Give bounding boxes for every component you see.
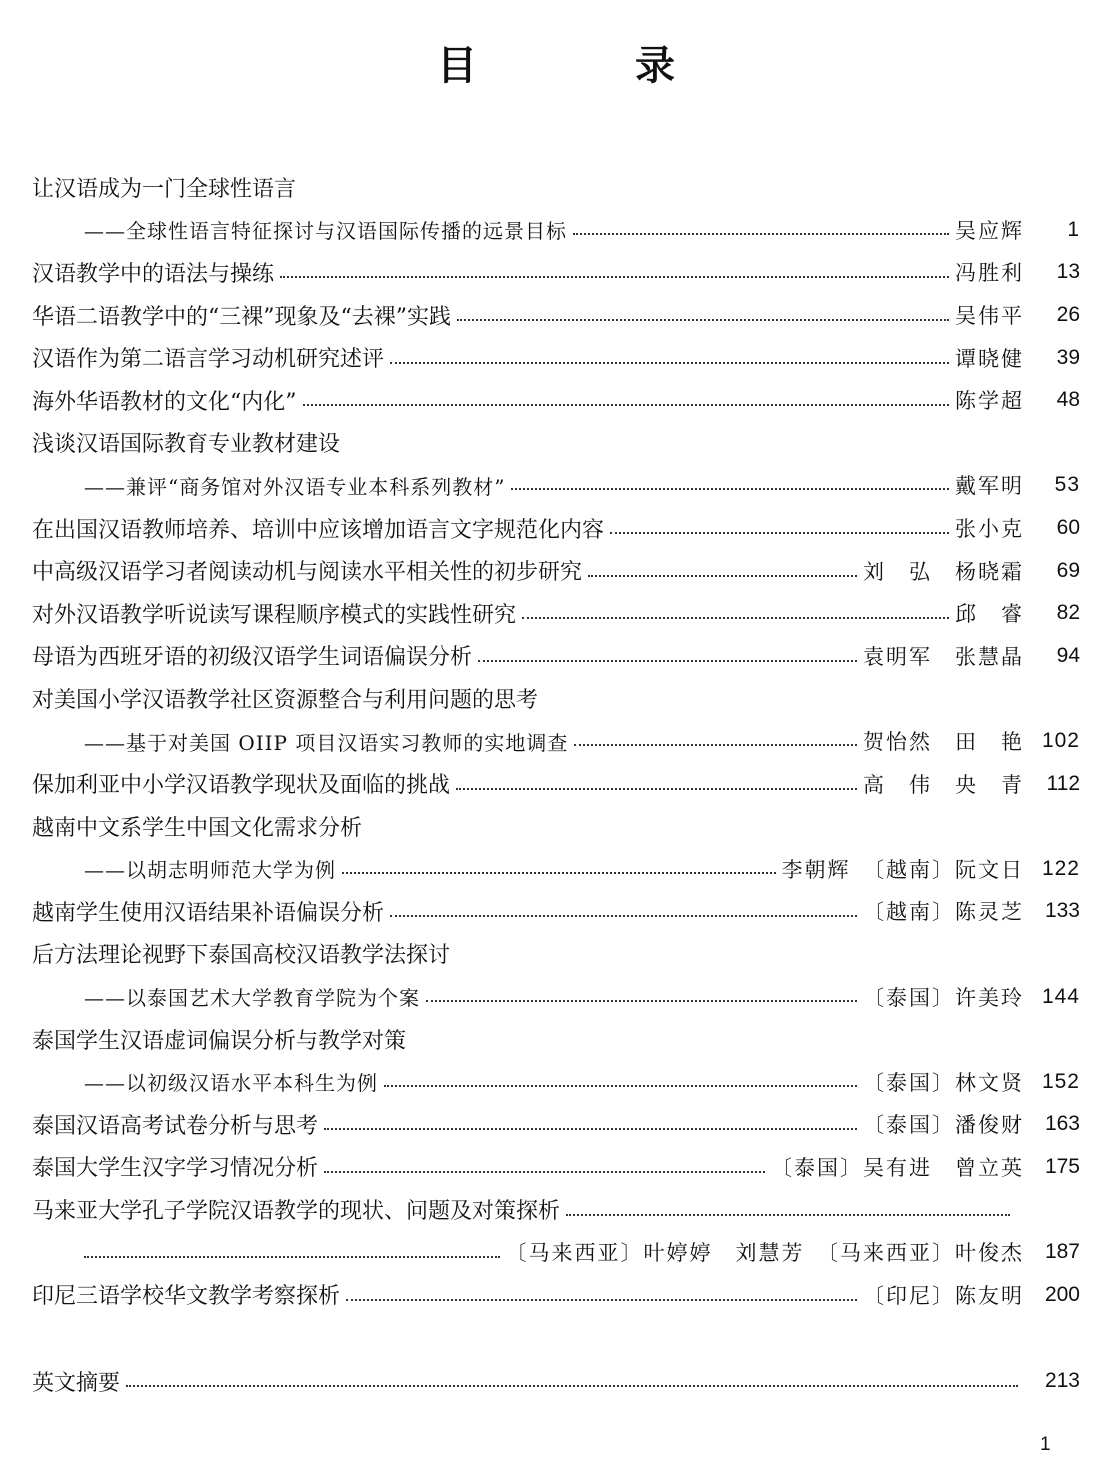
toc-entry-subtitle[interactable]: ——兼评“商务馆对外汉语专业本科系列教材” (84, 474, 506, 499)
toc-page-number: 175 (1044, 1154, 1080, 1178)
toc-row (32, 464, 1080, 507)
toc-entry-title[interactable]: 印尼三语学校华文教学考察探析 (32, 1284, 341, 1310)
dot-leader (390, 340, 949, 364)
toc-row (32, 592, 1080, 635)
toc-entry-title[interactable]: 英文摘要 (32, 1370, 121, 1396)
toc-row (32, 209, 1080, 252)
toc-entry-title[interactable]: 泰国汉语高考试卷分析与思考 (32, 1113, 319, 1139)
toc-page-number: 144 (1041, 984, 1080, 1008)
toc-page-number: 82 (1056, 601, 1080, 625)
toc-author: 冯胜利 (955, 261, 1024, 286)
toc-page-number: 26 (1056, 303, 1080, 327)
toc-page-number: 133 (1044, 899, 1080, 923)
toc-row (32, 1231, 1080, 1274)
toc-row (32, 1188, 1080, 1231)
dot-leader (324, 1106, 857, 1130)
toc-page-number: 163 (1044, 1112, 1080, 1136)
toc-row (32, 848, 1080, 891)
toc-author: 贺怡然 田 艳 (863, 730, 1024, 755)
toc-page-number: 112 (1046, 771, 1080, 795)
dot-leader (280, 254, 949, 278)
toc-author: 〔马来西亚〕叶婷婷 刘慧芳 〔马来西亚〕叶俊杰 (505, 1241, 1024, 1266)
toc-row (32, 890, 1080, 933)
toc-author: 〔泰国〕许美玲 (863, 985, 1024, 1010)
abstract-entry (32, 1360, 1080, 1403)
dot-leader (457, 297, 949, 321)
toc-entry-title[interactable]: 对外汉语教学听说读写课程顺序模式的实践性研究 (32, 602, 517, 628)
toc-row (32, 677, 1080, 720)
toc-entry-title[interactable]: 浅谈汉语国际教育专业教材建设 (32, 432, 341, 458)
toc-row (32, 507, 1080, 550)
toc-row (32, 1103, 1080, 1146)
toc-row (32, 422, 1080, 465)
toc-entry-subtitle[interactable]: ——以胡志明师范大学为例 (84, 858, 336, 883)
toc-author: 〔泰国〕林文贤 (863, 1070, 1024, 1095)
table-of-contents (32, 166, 1080, 1316)
toc-entry-title[interactable]: 中高级汉语学习者阅读动机与阅读水平相关性的初步研究 (32, 560, 583, 586)
toc-entry-title[interactable]: 汉语作为第二语言学习动机研究述评 (32, 347, 385, 373)
toc-entry-title[interactable]: 华语二语教学中的“三裸”现象及“去裸”实践 (32, 304, 451, 330)
dot-leader (303, 382, 950, 406)
dot-leader (324, 1149, 765, 1173)
toc-entry-title[interactable]: 对美国小学汉语教学社区资源整合与利用问题的思考 (32, 687, 539, 713)
toc-row (32, 294, 1080, 337)
toc-entry-title[interactable]: 后方法理论视野下泰国高校汉语教学法探讨 (32, 943, 451, 969)
dot-leader (342, 852, 776, 874)
toc-row (32, 251, 1080, 294)
footer-page-number: 1 (1040, 1434, 1051, 1455)
toc-page-number: 60 (1056, 516, 1080, 540)
toc-row (32, 975, 1080, 1018)
toc-page-number: 187 (1044, 1240, 1080, 1264)
toc-page-number: 53 (1054, 473, 1080, 497)
toc-row (32, 720, 1080, 763)
toc-author: 〔印尼〕陈友明 (863, 1283, 1024, 1308)
toc-author: 张小克 (955, 517, 1024, 542)
dot-leader (574, 724, 857, 746)
toc-entry-title[interactable]: 马来亚大学孔子学院汉语教学的现状、问题及对策探析 (32, 1199, 561, 1225)
toc-row (32, 933, 1080, 976)
toc-entry-title[interactable]: 泰国学生汉语虚词偏误分析与教学对策 (32, 1028, 407, 1054)
toc-entry-title[interactable]: 汉语教学中的语法与操练 (32, 261, 275, 287)
dot-leader (522, 595, 949, 619)
dot-leader (126, 1363, 1018, 1387)
toc-author: 〔泰国〕吴有进 曾立英 (771, 1155, 1024, 1180)
page-title: 目 录 (437, 43, 747, 89)
toc-entry-subtitle[interactable]: ——全球性语言特征探讨与汉语国际传播的远景目标 (84, 219, 567, 244)
toc-row (32, 1146, 1080, 1189)
toc-author: 高 伟 央 青 (863, 772, 1024, 797)
toc-page-number: 1 (1067, 217, 1080, 241)
toc-entry-title[interactable]: 在出国汉语教师培养、培训中应该增加语言文字规范化内容 (32, 517, 605, 543)
toc-page-number: 94 (1056, 643, 1080, 667)
toc-row (32, 805, 1080, 848)
toc-page-number: 13 (1056, 260, 1080, 284)
toc-page-number: 213 (1044, 1369, 1080, 1393)
toc-page-number: 152 (1041, 1069, 1080, 1093)
toc-author: 谭晓健 (955, 346, 1024, 371)
toc-page-number: 102 (1041, 729, 1080, 753)
toc-row (32, 379, 1080, 422)
toc-author: 吴应辉 (955, 218, 1024, 243)
dot-leader (511, 468, 949, 490)
toc-entry-title[interactable]: 让汉语成为一门全球性语言 (32, 176, 297, 202)
toc-entry-title[interactable]: 母语为西班牙语的初级汉语学生词语偏误分析 (32, 645, 473, 671)
dot-leader (84, 1234, 500, 1258)
toc-entry-subtitle[interactable]: ——以泰国艺术大学教育学院为个案 (84, 986, 420, 1011)
dot-leader (478, 638, 857, 662)
toc-row (32, 762, 1080, 805)
dot-leader (346, 1277, 857, 1301)
dot-leader (566, 1192, 1010, 1216)
toc-row (32, 1273, 1080, 1316)
dot-leader (390, 893, 857, 917)
dot-leader (588, 553, 857, 577)
toc-row (32, 1060, 1080, 1103)
toc-entry-title[interactable]: 越南学生使用汉语结果补语偏误分析 (32, 900, 385, 926)
toc-author: 戴军明 (955, 474, 1024, 499)
toc-row (32, 635, 1080, 678)
dot-leader (610, 510, 949, 534)
toc-author: 陈学超 (955, 389, 1024, 414)
dot-leader (456, 766, 857, 790)
toc-author: 李朝辉 〔越南〕阮文日 (781, 857, 1024, 882)
toc-page-number: 48 (1056, 388, 1080, 412)
toc-page-number: 69 (1056, 558, 1080, 582)
toc-row (32, 1018, 1080, 1061)
toc-page-number: 200 (1044, 1282, 1080, 1306)
toc-page-number: 39 (1056, 345, 1080, 369)
toc-author: 刘 弘 杨晓霜 (863, 559, 1024, 584)
toc-author: 袁明军 张慧晶 (863, 644, 1024, 669)
toc-entry-subtitle[interactable]: ——以初级汉语水平本科生为例 (84, 1071, 378, 1096)
toc-entry-title[interactable]: 保加利亚中小学汉语教学现状及面临的挑战 (32, 773, 451, 799)
toc-author: 〔泰国〕潘俊财 (863, 1113, 1024, 1138)
dot-leader (573, 213, 949, 235)
toc-entry-title[interactable]: 海外华语教材的文化“内化” (32, 389, 297, 415)
toc-entry-title[interactable]: 越南中文系学生中国文化需求分析 (32, 815, 363, 841)
toc-author: 邱 睿 (955, 602, 1024, 627)
toc-author: 〔越南〕陈灵芝 (863, 900, 1024, 925)
toc-author: 吴伟平 (955, 304, 1024, 329)
toc-entry-subtitle[interactable]: ——基于对美国 OIIP 项目汉语实习教师的实地调查 (84, 730, 569, 755)
toc-row (32, 336, 1080, 379)
dot-leader (384, 1065, 857, 1087)
toc-page-number: 122 (1041, 856, 1080, 880)
dot-leader (426, 980, 857, 1002)
toc-entry-title[interactable]: 泰国大学生汉字学习情况分析 (32, 1156, 319, 1182)
toc-row (32, 166, 1080, 209)
toc-row (32, 549, 1080, 592)
